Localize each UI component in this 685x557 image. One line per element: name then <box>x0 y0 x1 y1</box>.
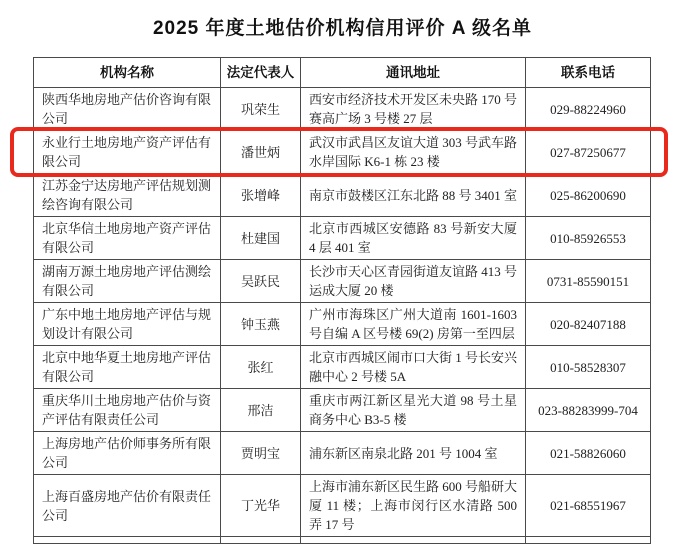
table-row <box>34 260 651 303</box>
table-row <box>34 174 651 217</box>
phone-cell: 010-85926553 <box>526 217 651 260</box>
address-cell: 武汉市武昌区友谊大道 303 号武车路水岸国际 K6-1 栋 23 楼 <box>301 131 526 174</box>
col-header-legal-rep: 法定代表人 <box>221 58 301 88</box>
address-cell: 浦东新区南泉北路 201 号 1004 室 <box>301 432 526 475</box>
legal-rep-cell: 邢洁 <box>221 389 301 432</box>
empty-cell <box>34 537 221 544</box>
address-cell: 北京市西城区安德路 83 号新安大厦 4 层 401 室 <box>301 217 526 260</box>
org-name-cell: 上海百盛房地产估价有限责任公司 <box>34 475 221 537</box>
address-cell: 南京市鼓楼区江东北路 88 号 3401 室 <box>301 174 526 217</box>
org-name-cell: 广东中地土地房地产评估与规划设计有限公司 <box>34 303 221 346</box>
phone-cell: 021-58826060 <box>526 432 651 475</box>
agency-table <box>33 57 651 544</box>
phone-cell: 027-87250677 <box>526 131 651 174</box>
org-name-cell: 湖南万源土地房地产评估测绘有限公司 <box>34 260 221 303</box>
empty-cell <box>526 537 651 544</box>
phone-cell: 023-88283999-704 <box>526 389 651 432</box>
phone-cell: 0731-85590151 <box>526 260 651 303</box>
col-header-address: 通讯地址 <box>301 58 526 88</box>
legal-rep-cell: 吴跃民 <box>221 260 301 303</box>
page-title: 2025 年度土地估价机构信用评价 A 级名单 <box>152 18 533 39</box>
phone-cell: 010-58528307 <box>526 346 651 389</box>
legal-rep-cell: 潘世炳 <box>221 131 301 174</box>
legal-rep-cell: 钟玉燕 <box>221 303 301 346</box>
empty-cell <box>301 537 526 544</box>
col-header-org-name: 机构名称 <box>34 58 221 88</box>
empty-cell <box>221 537 301 544</box>
org-name-cell: 江苏金宁达房地产评估规划测绘咨询有限公司 <box>34 174 221 217</box>
address-cell: 广州市海珠区广州大道南 1601-1603 号自编 A 区号楼 69(2) 房第一至四层 <box>301 303 526 346</box>
header-row <box>34 58 651 88</box>
legal-rep-cell: 张红 <box>221 346 301 389</box>
org-name-cell: 北京中地华夏土地房地产评估有限公司 <box>34 346 221 389</box>
legal-rep-cell: 巩荣生 <box>221 88 301 131</box>
address-cell: 上海市浦东新区民生路 600 号船研大厦 11 楼；上海市闵行区水清路 500 弄 17 号 <box>301 475 526 537</box>
phone-cell: 021-68551967 <box>526 475 651 537</box>
address-cell: 长沙市天心区青园街道友谊路 413 号运成大厦 20 楼 <box>301 260 526 303</box>
table-row-highlighted <box>34 131 651 174</box>
address-cell: 重庆市两江新区星光大道 98 号土星商务中心 B3-5 楼 <box>301 389 526 432</box>
table-row-partial <box>34 537 651 544</box>
address-cell: 北京市西城区闹市口大街 1 号长安兴融中心 2 号楼 5A <box>301 346 526 389</box>
org-name-cell: 北京华信土地房地产资产评估有限公司 <box>34 217 221 260</box>
address-cell: 西安市经济技术开发区未央路 170 号赛高广场 3 号楼 27 层 <box>301 88 526 131</box>
phone-cell: 029-88224960 <box>526 88 651 131</box>
phone-cell: 025-86200690 <box>526 174 651 217</box>
phone-cell: 020-82407188 <box>526 303 651 346</box>
table-row <box>34 389 651 432</box>
col-header-phone: 联系电话 <box>526 58 651 88</box>
legal-rep-cell: 贾明宝 <box>221 432 301 475</box>
org-name-cell: 重庆华川土地房地产估价与资产评估有限责任公司 <box>34 389 221 432</box>
table-row <box>34 475 651 537</box>
org-name-cell: 上海房地产估价师事务所有限公司 <box>34 432 221 475</box>
table-row <box>34 303 651 346</box>
legal-rep-cell: 丁光华 <box>221 475 301 537</box>
table-row <box>34 346 651 389</box>
table-row <box>34 88 651 131</box>
org-name-cell: 陕西华地房地产估价咨询有限公司 <box>34 88 221 131</box>
table-row <box>34 217 651 260</box>
legal-rep-cell: 杜建国 <box>221 217 301 260</box>
org-name-cell: 永业行土地房地产资产评估有限公司 <box>34 131 221 174</box>
table-row <box>34 432 651 475</box>
legal-rep-cell: 张增峰 <box>221 174 301 217</box>
